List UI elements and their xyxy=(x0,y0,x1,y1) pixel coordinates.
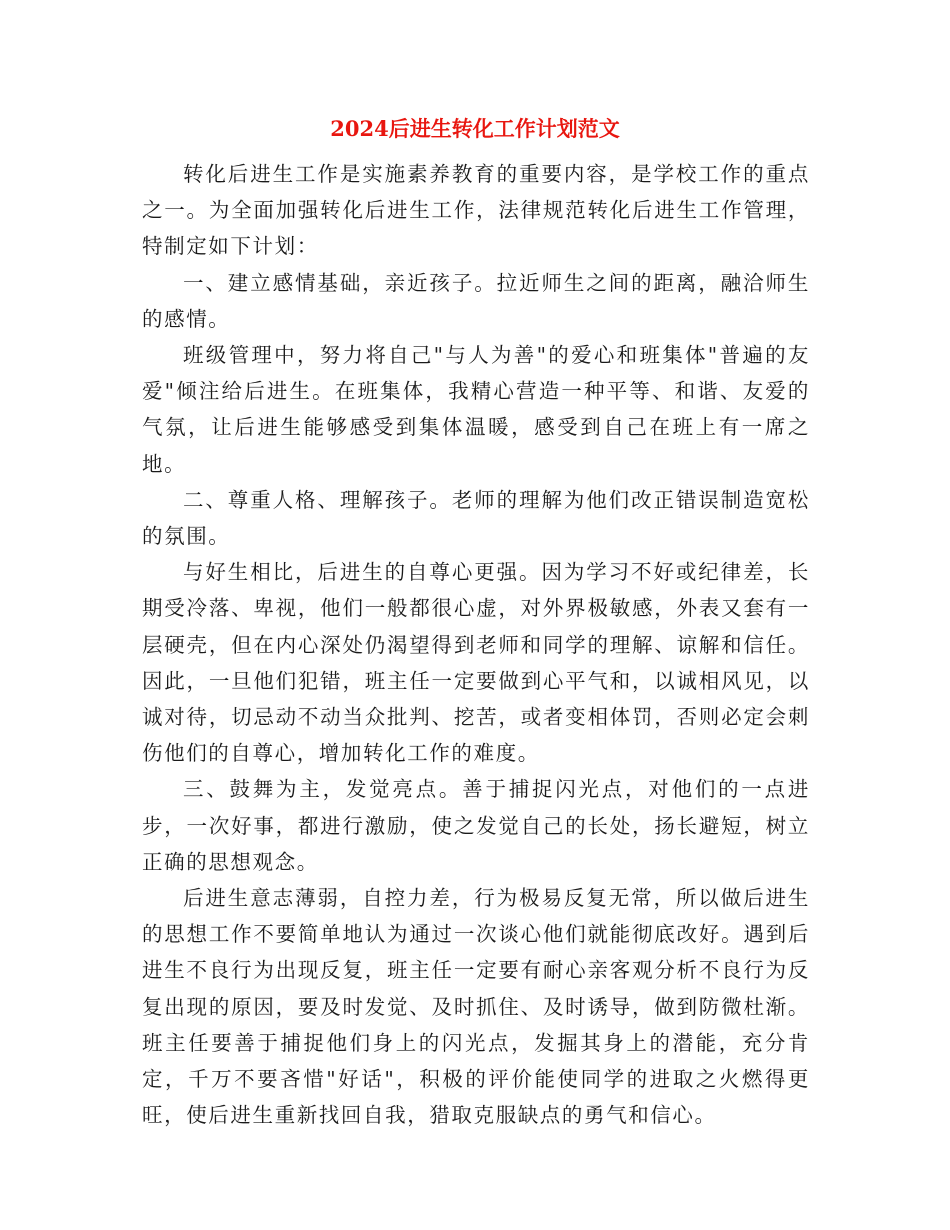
paragraph-body-2: 与好生相比，后进生的自尊心更强。因为学习不好或纪律差，长期受冷落、卑视，他们一般都很心虚，对外界极敏感，外表又套有一层硬壳，但在内心深处仍渴望得到老师和同学的理解、谅解和信任。因此，一旦他们犯错，班主任一定要做到心平气和，以诚相风见，以诚对待，切忌动不动当众批判、挖苦，或者变相体罚，否则必定会刺伤他们的自尊心，增加转化工作的难度。 xyxy=(142,560,810,766)
document-title: 2024后进生转化工作计划范文 xyxy=(330,116,620,141)
paragraph-intro: 转化后进生工作是实施素养教育的重要内容，是学校工作的重点之一。为全面加强转化后进生工作，法律规范转化后进生工作管理，特制定如下计划： xyxy=(142,162,810,259)
paragraph-heading-3: 三、鼓舞为主，发觉亮点。善于捕捉闪光点，对他们的一点进步，一次好事，都进行激励，使之发觉自己的长处，扬长避短，树立正确的思想观念。 xyxy=(142,777,810,874)
document-body xyxy=(142,156,810,1133)
paragraph-heading-2: 二、尊重人格、理解孩子。老师的理解为他们改正错误制造宽松的氛围。 xyxy=(142,487,810,549)
paragraph-body-1: 班级管理中，努力将自己"与人为善"的爱心和班集体"普遍的友爱"倾注给后进生。在班集体，我精心营造一种平等、和谐、友爱的气氛，让后进生能够感受到集体温暖，感受到自己在班上有一席之地。 xyxy=(142,343,810,476)
paragraph-heading-1: 一、建立感情基础，亲近孩子。拉近师生之间的距离，融洽师生的感情。 xyxy=(142,270,810,331)
paragraph-body-3: 后进生意志薄弱，自控力差，行为极易反复无常，所以做后进生的思想工作不要简单地认为通过一次谈心他们就能彻底改好。遇到后进生不良行为出现反复，班主任一定要有耐心亲客观分析不良行为反复出现的原因，要及时发觉、及时抓住、及时诱导，做到防微杜渐。班主任要善于捕捉他们身上的闪光点，发掘其身上的潜能，充分肯定，千万不要吝惜"好话"，积极的评价能使同学的进取之火燃得更旺，使后进生重新找回自我，猎取克服缺点的勇气和信心。 xyxy=(142,886,810,1128)
